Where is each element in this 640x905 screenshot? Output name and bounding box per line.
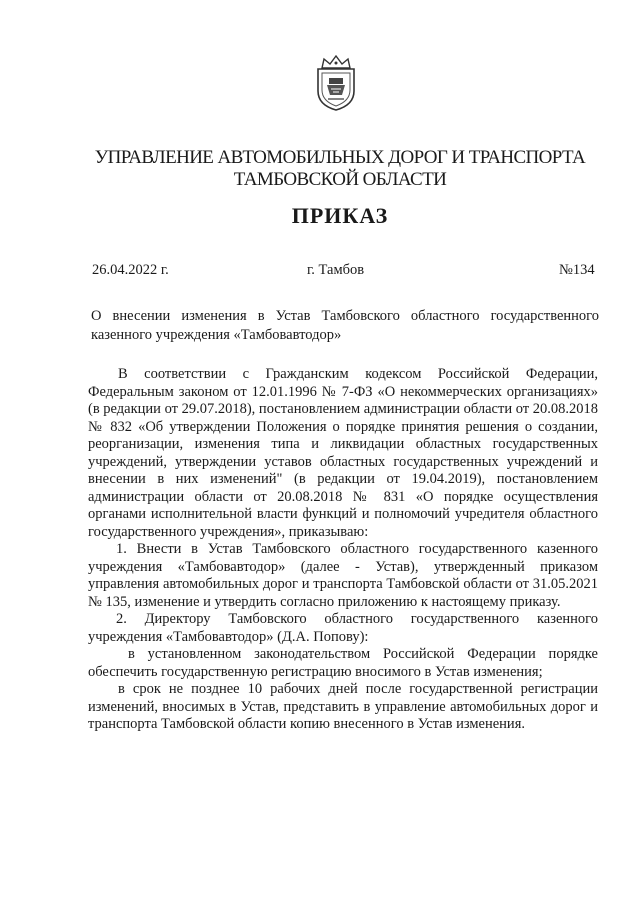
- order-body: [88, 366, 598, 734]
- item-2-paragraph: 2. Директору Тамбовского областного государственного казенного учреждения «Тамбовавтодор» (Д.А. Попову):: [88, 611, 598, 645]
- item-2a-paragraph: в установленном законодательством Российской Федерации порядке обеспечить государственную регистрацию вносимого в Устав изменения;: [88, 646, 598, 680]
- organization-name-line1: УПРАВЛЕНИЕ АВТОМОБИЛЬНЫХ ДОРОГ И ТРАНСПОРТА: [94, 147, 586, 168]
- item-2b-paragraph: в срок не позднее 10 рабочих дней после государственной регистрации изменений, вносимых в Устав, представить в управление автомобильных дорог и транспорта Тамбовской области копию внесенного в Устав изменения.: [88, 681, 598, 732]
- organization-name: [60, 147, 620, 191]
- document-type-title: ПРИКАЗ: [291, 203, 389, 228]
- organization-name-line2: ТАМБОВСКОЙ ОБЛАСТИ: [233, 169, 447, 190]
- coat-of-arms-icon: [314, 55, 358, 111]
- item-1-paragraph: 1. Внести в Устав Тамбовского областного государственного казенного учреждения «Тамбовавтодор» (далее - Устав), утвержденный приказом управления автомобильных дорог и транспорта Тамбовской области от 31.05.2021 № 135, изменение и утвердить согласно приложению к настоящему приказу.: [88, 541, 598, 610]
- order-city: г. Тамбов: [307, 262, 365, 278]
- preamble-paragraph: В соответствии с Гражданским кодексом Российской Федерации, Федеральным законом от 12.01.1996 № 7-ФЗ «О некоммерческих организациях» (в редакции от 29.07.2018), постановлением администрации области от 20.08.2018 № 832 «Об утверждении Положения о порядке принятия решения о создании, реорганизации, изменения типа и ликвидации областных государственных учреждений, утверждении уставов областных государственных учреждений и внесении в них изменений" (в редакции от 19.04.2019), постановлением администрации области от 20.08.2018 № 831 «О порядке осуществления органами исполнительной власти функций и полномочий учредителя областного государственного учреждения», приказываю:: [88, 366, 598, 540]
- order-subject: О внесении изменения в Устав Тамбовского областного государственного казенного учреждения «Тамбовавтодор»: [91, 308, 599, 343]
- order-date: 26.04.2022 г.: [92, 262, 169, 278]
- order-number: №134: [559, 262, 595, 278]
